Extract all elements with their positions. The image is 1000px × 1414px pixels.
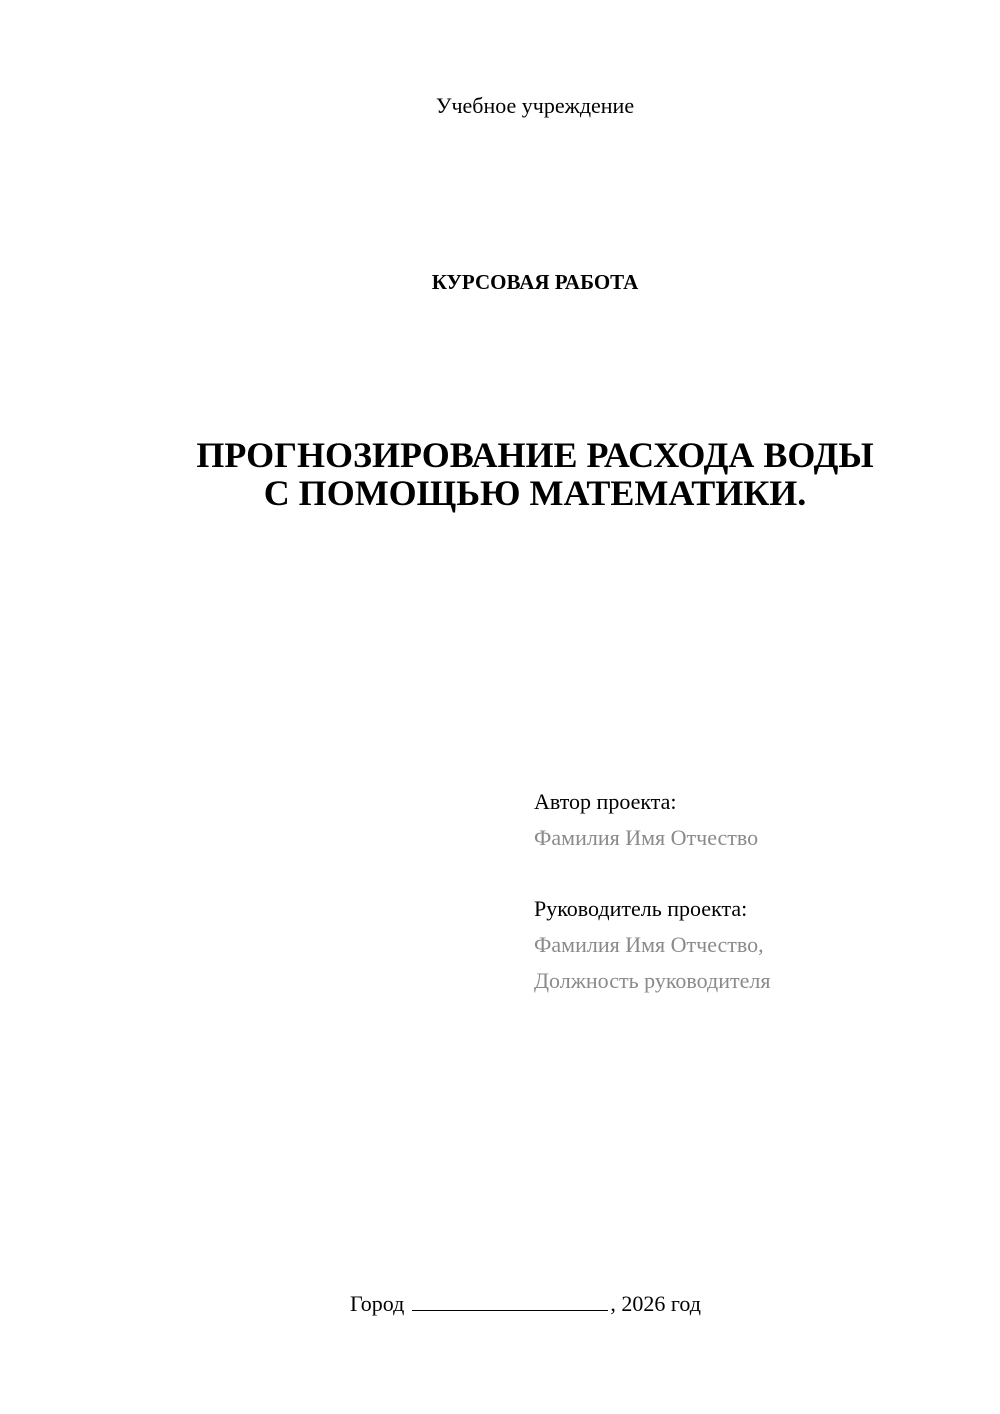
city-blank-line bbox=[412, 1288, 608, 1311]
document-title-line-1: ПРОГНОЗИРОВАНИЕ РАСХОДА ВОДЫ bbox=[196, 435, 874, 475]
institution-name: Учебное учреждение bbox=[435, 93, 635, 118]
work-type-heading: КУРСОВАЯ РАБОТА bbox=[431, 270, 639, 294]
supervisor-label: Руководитель проекта: bbox=[534, 896, 748, 921]
footer-city-year bbox=[350, 1288, 701, 1320]
author-block bbox=[534, 784, 758, 856]
year-text: , 2026 год bbox=[610, 1291, 701, 1316]
supervisor-position: Должность руководителя bbox=[534, 968, 771, 993]
supervisor-block bbox=[534, 891, 770, 999]
document-title bbox=[70, 436, 1000, 512]
document-title-line-2: С ПОМОЩЬЮ МАТЕМАТИКИ. bbox=[263, 473, 807, 513]
author-name: Фамилия Имя Отчество bbox=[534, 825, 759, 850]
city-label: Город bbox=[350, 1291, 405, 1316]
author-label: Автор проекта: bbox=[534, 789, 677, 814]
supervisor-name: Фамилия Имя Отчество, bbox=[534, 932, 764, 957]
